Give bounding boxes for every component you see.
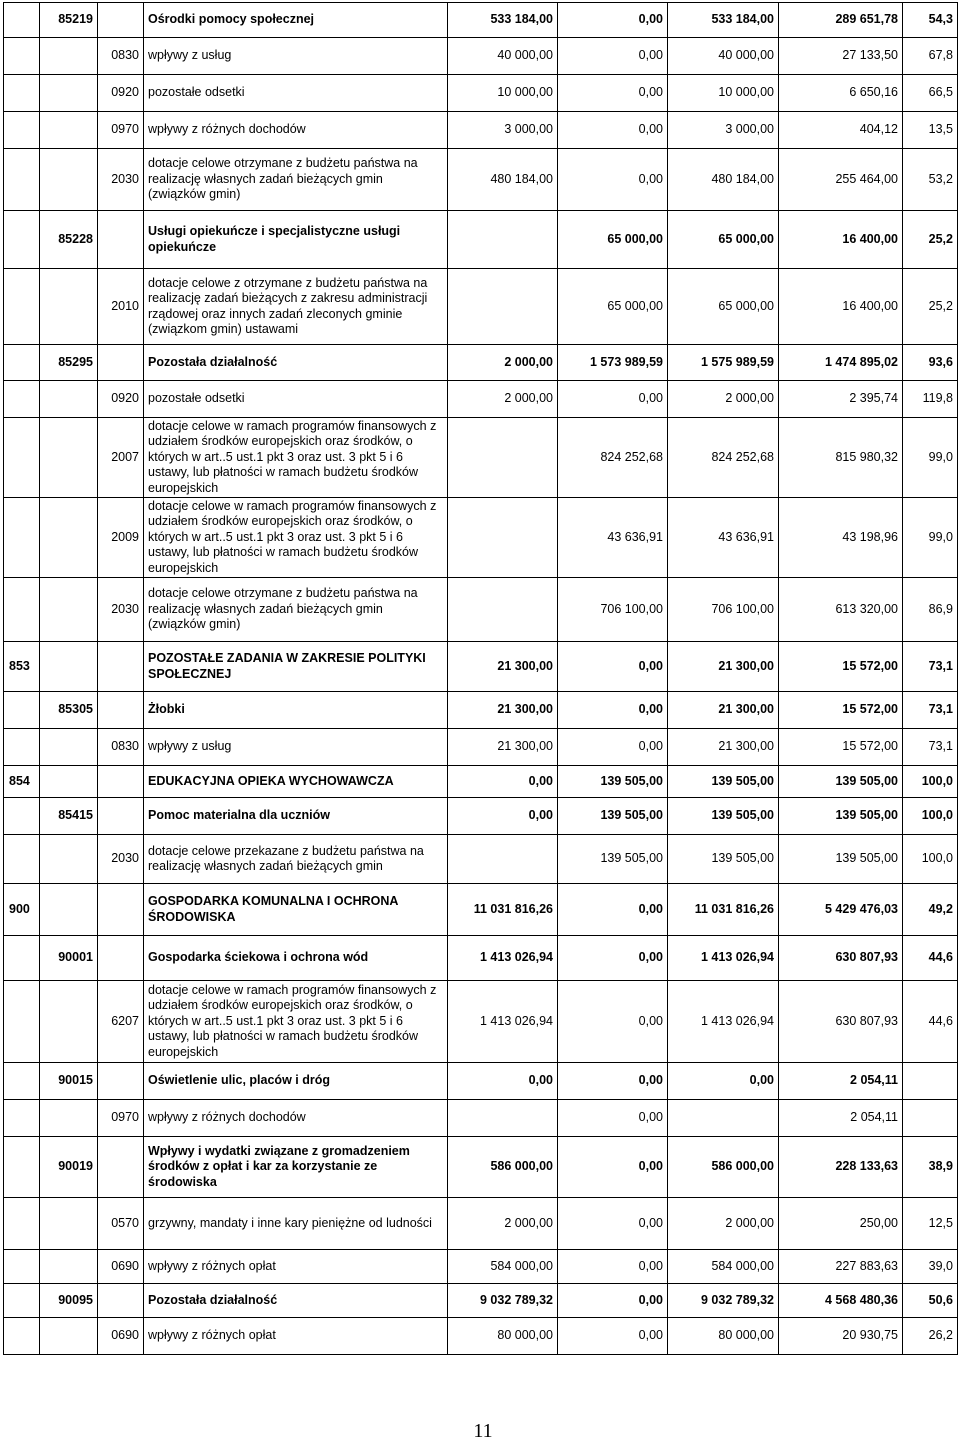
paragraf-cell: 0570 — [98, 1198, 144, 1250]
execution-value-cell: 250,00 — [779, 1198, 903, 1250]
changes-value-cell: 65 000,00 — [558, 211, 668, 269]
rozdzial-cell: 90095 — [40, 1284, 98, 1318]
percent-cell — [903, 1063, 958, 1100]
execution-value-cell: 2 054,11 — [779, 1100, 903, 1137]
plan-after-changes-cell: 10 000,00 — [668, 75, 779, 112]
changes-value-cell: 0,00 — [558, 1100, 668, 1137]
changes-value-cell: 0,00 — [558, 981, 668, 1063]
rozdzial-cell — [40, 578, 98, 642]
dzial-cell: 853 — [4, 642, 40, 692]
rozdzial-cell — [40, 149, 98, 211]
description-cell: Pomoc materialna dla uczniów — [144, 798, 448, 835]
changes-value-cell: 0,00 — [558, 1250, 668, 1284]
changes-value-cell: 0,00 — [558, 729, 668, 766]
plan-value-cell — [448, 578, 558, 642]
table-row-paragraf — [4, 1250, 958, 1284]
plan-value-cell: 11 031 816,26 — [448, 884, 558, 936]
paragraf-cell: 0920 — [98, 381, 144, 418]
plan-after-changes-cell: 80 000,00 — [668, 1318, 779, 1355]
rozdzial-cell: 85295 — [40, 345, 98, 381]
description-cell: EDUKACYJNA OPIEKA WYCHOWAWCZA — [144, 766, 448, 798]
changes-value-cell: 0,00 — [558, 884, 668, 936]
execution-value-cell: 15 572,00 — [779, 692, 903, 729]
rozdzial-cell — [40, 381, 98, 418]
execution-value-cell: 16 400,00 — [779, 211, 903, 269]
paragraf-cell — [98, 1063, 144, 1100]
paragraf-cell: 0970 — [98, 112, 144, 149]
changes-value-cell: 139 505,00 — [558, 835, 668, 884]
plan-after-changes-cell: 1 413 026,94 — [668, 936, 779, 981]
description-cell: Oświetlenie ulic, placów i dróg — [144, 1063, 448, 1100]
rozdzial-cell: 90001 — [40, 936, 98, 981]
table-row-paragraf — [4, 498, 958, 578]
description-cell: dotacje celowe w ramach programów finansowych z udziałem środków europejskich oraz środków, o których w art..5 ust.1 pkt 3 oraz ust. 3 pkt 5 i 6 ustawy, lub płatności w ramach budżetu środków europejskich — [144, 418, 448, 498]
changes-value-cell: 0,00 — [558, 149, 668, 211]
paragraf-cell — [98, 798, 144, 835]
rozdzial-cell — [40, 498, 98, 578]
plan-value-cell — [448, 498, 558, 578]
dzial-cell — [4, 149, 40, 211]
plan-after-changes-cell: 533 184,00 — [668, 3, 779, 38]
rozdzial-cell — [40, 1100, 98, 1137]
dzial-cell — [4, 1250, 40, 1284]
plan-after-changes-cell: 824 252,68 — [668, 418, 779, 498]
table-row-rozdzial — [4, 1063, 958, 1100]
changes-value-cell: 1 573 989,59 — [558, 345, 668, 381]
plan-after-changes-cell: 139 505,00 — [668, 766, 779, 798]
rozdzial-cell: 85305 — [40, 692, 98, 729]
percent-cell: 44,6 — [903, 981, 958, 1063]
dzial-cell — [4, 112, 40, 149]
paragraf-cell: 0970 — [98, 1100, 144, 1137]
description-cell: wpływy z usług — [144, 729, 448, 766]
description-cell: Żłobki — [144, 692, 448, 729]
table-row-paragraf — [4, 835, 958, 884]
plan-after-changes-cell: 1 413 026,94 — [668, 981, 779, 1063]
plan-value-cell: 9 032 789,32 — [448, 1284, 558, 1318]
table-row-paragraf — [4, 981, 958, 1063]
plan-value-cell: 40 000,00 — [448, 38, 558, 75]
paragraf-cell — [98, 345, 144, 381]
percent-cell: 26,2 — [903, 1318, 958, 1355]
dzial-cell — [4, 498, 40, 578]
percent-cell: 12,5 — [903, 1198, 958, 1250]
dzial-cell — [4, 1198, 40, 1250]
paragraf-cell — [98, 211, 144, 269]
dzial-cell: 900 — [4, 884, 40, 936]
execution-value-cell: 255 464,00 — [779, 149, 903, 211]
table-row-paragraf — [4, 269, 958, 345]
plan-value-cell: 2 000,00 — [448, 1198, 558, 1250]
paragraf-cell — [98, 692, 144, 729]
rozdzial-cell: 85228 — [40, 211, 98, 269]
description-cell: wpływy z usług — [144, 38, 448, 75]
execution-value-cell: 15 572,00 — [779, 642, 903, 692]
table-row-dzial — [4, 766, 958, 798]
dzial-cell — [4, 729, 40, 766]
description-cell: Ośrodki pomocy społecznej — [144, 3, 448, 38]
percent-cell: 49,2 — [903, 884, 958, 936]
plan-after-changes-cell: 2 000,00 — [668, 381, 779, 418]
percent-cell: 100,0 — [903, 798, 958, 835]
execution-value-cell: 2 395,74 — [779, 381, 903, 418]
execution-value-cell: 16 400,00 — [779, 269, 903, 345]
plan-after-changes-cell: 480 184,00 — [668, 149, 779, 211]
rozdzial-cell — [40, 981, 98, 1063]
description-cell: dotacje celowe w ramach programów finansowych z udziałem środków europejskich oraz środków, o których w art..5 ust.1 pkt 3 oraz ust. 3 pkt 5 i 6 ustawy, lub płatności w ramach budżetu środków europejskich — [144, 981, 448, 1063]
table-row-paragraf — [4, 578, 958, 642]
income-table — [3, 2, 958, 1355]
paragraf-cell: 6207 — [98, 981, 144, 1063]
execution-value-cell: 228 133,63 — [779, 1137, 903, 1198]
percent-cell: 73,1 — [903, 692, 958, 729]
percent-cell: 38,9 — [903, 1137, 958, 1198]
percent-cell: 66,5 — [903, 75, 958, 112]
changes-value-cell: 0,00 — [558, 112, 668, 149]
changes-value-cell: 0,00 — [558, 1318, 668, 1355]
percent-cell: 73,1 — [903, 729, 958, 766]
paragraf-cell — [98, 1137, 144, 1198]
dzial-cell — [4, 1100, 40, 1137]
paragraf-cell: 2030 — [98, 149, 144, 211]
plan-after-changes-cell: 40 000,00 — [668, 38, 779, 75]
rozdzial-cell — [40, 642, 98, 692]
dzial-cell — [4, 1318, 40, 1355]
plan-value-cell: 533 184,00 — [448, 3, 558, 38]
description-cell: dotacje celowe otrzymane z budżetu państwa na realizację własnych zadań bieżących gmin (związków gmin) — [144, 578, 448, 642]
percent-cell: 50,6 — [903, 1284, 958, 1318]
percent-cell: 25,2 — [903, 269, 958, 345]
description-cell: wpływy z różnych dochodów — [144, 1100, 448, 1137]
description-cell: dotacje celowe w ramach programów finansowych z udziałem środków europejskich oraz środków, o których w art..5 ust.1 pkt 3 oraz ust. 3 pkt 5 i 6 ustawy, lub płatności w ramach budżetu środków europejskich — [144, 498, 448, 578]
plan-after-changes-cell: 11 031 816,26 — [668, 884, 779, 936]
rozdzial-cell — [40, 38, 98, 75]
plan-value-cell: 2 000,00 — [448, 345, 558, 381]
changes-value-cell: 0,00 — [558, 1137, 668, 1198]
table-row-rozdzial — [4, 3, 958, 38]
dzial-cell — [4, 1137, 40, 1198]
paragraf-cell — [98, 642, 144, 692]
rozdzial-cell — [40, 418, 98, 498]
changes-value-cell: 0,00 — [558, 38, 668, 75]
plan-after-changes-cell: 21 300,00 — [668, 729, 779, 766]
paragraf-cell — [98, 936, 144, 981]
rozdzial-cell — [40, 75, 98, 112]
dzial-cell — [4, 269, 40, 345]
execution-value-cell: 5 429 476,03 — [779, 884, 903, 936]
plan-value-cell: 1 413 026,94 — [448, 936, 558, 981]
rozdzial-cell: 85415 — [40, 798, 98, 835]
plan-value-cell: 0,00 — [448, 798, 558, 835]
rozdzial-cell — [40, 1318, 98, 1355]
rozdzial-cell — [40, 112, 98, 149]
paragraf-cell: 0690 — [98, 1318, 144, 1355]
paragraf-cell: 0690 — [98, 1250, 144, 1284]
percent-cell — [903, 1100, 958, 1137]
table-row-rozdzial — [4, 798, 958, 835]
plan-value-cell: 0,00 — [448, 766, 558, 798]
plan-after-changes-cell: 65 000,00 — [668, 211, 779, 269]
paragraf-cell — [98, 1284, 144, 1318]
plan-after-changes-cell: 0,00 — [668, 1063, 779, 1100]
dzial-cell — [4, 418, 40, 498]
plan-after-changes-cell: 1 575 989,59 — [668, 345, 779, 381]
execution-value-cell: 139 505,00 — [779, 798, 903, 835]
description-cell: Pozostała działalność — [144, 1284, 448, 1318]
description-cell: GOSPODARKA KOMUNALNA I OCHRONA ŚRODOWISKA — [144, 884, 448, 936]
description-cell: Wpływy i wydatki związane z gromadzeniem środków z opłat i kar za korzystanie ze środowiska — [144, 1137, 448, 1198]
plan-after-changes-cell: 706 100,00 — [668, 578, 779, 642]
table-row-rozdzial — [4, 211, 958, 269]
dzial-cell — [4, 798, 40, 835]
paragraf-cell — [98, 766, 144, 798]
percent-cell: 93,6 — [903, 345, 958, 381]
table-row-paragraf — [4, 418, 958, 498]
paragraf-cell: 2007 — [98, 418, 144, 498]
description-cell: POZOSTAŁE ZADANIA W ZAKRESIE POLITYKI SPOŁECZNEJ — [144, 642, 448, 692]
changes-value-cell: 0,00 — [558, 3, 668, 38]
description-cell: dotacje celowe otrzymane z budżetu państwa na realizację własnych zadań bieżących gmin (związków gmin) — [144, 149, 448, 211]
changes-value-cell: 0,00 — [558, 642, 668, 692]
execution-value-cell: 139 505,00 — [779, 766, 903, 798]
dzial-cell — [4, 835, 40, 884]
dzial-cell: 854 — [4, 766, 40, 798]
percent-cell: 73,1 — [903, 642, 958, 692]
rozdzial-cell: 90015 — [40, 1063, 98, 1100]
plan-value-cell — [448, 269, 558, 345]
rozdzial-cell — [40, 884, 98, 936]
plan-after-changes-cell: 43 636,91 — [668, 498, 779, 578]
plan-value-cell — [448, 211, 558, 269]
execution-value-cell: 1 474 895,02 — [779, 345, 903, 381]
dzial-cell — [4, 578, 40, 642]
changes-value-cell: 0,00 — [558, 75, 668, 112]
table-row-paragraf — [4, 1100, 958, 1137]
paragraf-cell — [98, 3, 144, 38]
rozdzial-cell — [40, 1250, 98, 1284]
plan-value-cell: 80 000,00 — [448, 1318, 558, 1355]
changes-value-cell: 65 000,00 — [558, 269, 668, 345]
plan-value-cell: 1 413 026,94 — [448, 981, 558, 1063]
dzial-cell — [4, 345, 40, 381]
description-cell: Gospodarka ściekowa i ochrona wód — [144, 936, 448, 981]
changes-value-cell: 139 505,00 — [558, 798, 668, 835]
paragraf-cell: 2030 — [98, 835, 144, 884]
execution-value-cell: 27 133,50 — [779, 38, 903, 75]
table-body — [4, 3, 958, 1355]
plan-value-cell: 10 000,00 — [448, 75, 558, 112]
execution-value-cell: 815 980,32 — [779, 418, 903, 498]
description-cell: Usługi opiekuńcze i specjalistyczne usługi opiekuńcze — [144, 211, 448, 269]
description-cell: Pozostała działalność — [144, 345, 448, 381]
plan-after-changes-cell: 139 505,00 — [668, 835, 779, 884]
dzial-cell — [4, 692, 40, 729]
description-cell: pozostałe odsetki — [144, 381, 448, 418]
table-row-paragraf — [4, 729, 958, 766]
changes-value-cell: 0,00 — [558, 936, 668, 981]
execution-value-cell: 404,12 — [779, 112, 903, 149]
changes-value-cell: 0,00 — [558, 1198, 668, 1250]
table-row-paragraf — [4, 381, 958, 418]
plan-after-changes-cell — [668, 1100, 779, 1137]
budget-page — [3, 2, 957, 1442]
percent-cell: 119,8 — [903, 381, 958, 418]
changes-value-cell: 0,00 — [558, 1284, 668, 1318]
plan-value-cell: 480 184,00 — [448, 149, 558, 211]
plan-after-changes-cell: 3 000,00 — [668, 112, 779, 149]
execution-value-cell: 20 930,75 — [779, 1318, 903, 1355]
changes-value-cell: 0,00 — [558, 1063, 668, 1100]
rozdzial-cell — [40, 269, 98, 345]
dzial-cell — [4, 3, 40, 38]
changes-value-cell: 706 100,00 — [558, 578, 668, 642]
table-row-dzial — [4, 642, 958, 692]
percent-cell: 100,0 — [903, 835, 958, 884]
table-row-paragraf — [4, 75, 958, 112]
changes-value-cell: 139 505,00 — [558, 766, 668, 798]
percent-cell: 13,5 — [903, 112, 958, 149]
page-number: 11 — [473, 1420, 493, 1442]
paragraf-cell: 2030 — [98, 578, 144, 642]
percent-cell: 67,8 — [903, 38, 958, 75]
execution-value-cell: 630 807,93 — [779, 981, 903, 1063]
plan-after-changes-cell: 21 300,00 — [668, 692, 779, 729]
changes-value-cell: 824 252,68 — [558, 418, 668, 498]
rozdzial-cell: 90019 — [40, 1137, 98, 1198]
table-row-rozdzial — [4, 1284, 958, 1318]
table-row-paragraf — [4, 1198, 958, 1250]
paragraf-cell: 2009 — [98, 498, 144, 578]
execution-value-cell: 227 883,63 — [779, 1250, 903, 1284]
execution-value-cell: 139 505,00 — [779, 835, 903, 884]
plan-value-cell: 584 000,00 — [448, 1250, 558, 1284]
percent-cell: 53,2 — [903, 149, 958, 211]
rozdzial-cell — [40, 1198, 98, 1250]
dzial-cell — [4, 981, 40, 1063]
percent-cell: 54,3 — [903, 3, 958, 38]
plan-value-cell: 0,00 — [448, 1063, 558, 1100]
execution-value-cell: 43 198,96 — [779, 498, 903, 578]
description-cell: wpływy z różnych opłat — [144, 1250, 448, 1284]
plan-value-cell: 21 300,00 — [448, 729, 558, 766]
execution-value-cell: 2 054,11 — [779, 1063, 903, 1100]
dzial-cell — [4, 1284, 40, 1318]
percent-cell: 99,0 — [903, 418, 958, 498]
execution-value-cell: 289 651,78 — [779, 3, 903, 38]
dzial-cell — [4, 1063, 40, 1100]
rozdzial-cell — [40, 729, 98, 766]
percent-cell: 39,0 — [903, 1250, 958, 1284]
plan-after-changes-cell: 2 000,00 — [668, 1198, 779, 1250]
table-row-paragraf — [4, 1318, 958, 1355]
execution-value-cell: 6 650,16 — [779, 75, 903, 112]
plan-after-changes-cell: 21 300,00 — [668, 642, 779, 692]
table-row-paragraf — [4, 38, 958, 75]
changes-value-cell: 43 636,91 — [558, 498, 668, 578]
dzial-cell — [4, 936, 40, 981]
table-row-rozdzial — [4, 936, 958, 981]
paragraf-cell: 0830 — [98, 38, 144, 75]
rozdzial-cell — [40, 835, 98, 884]
dzial-cell — [4, 211, 40, 269]
execution-value-cell: 15 572,00 — [779, 729, 903, 766]
description-cell: dotacje celowe z otrzymane z budżetu państwa na realizację zadań bieżących z zakresu administracji rządowej oraz innych zadań zleconych gminie (związkom gmin) ustawami — [144, 269, 448, 345]
table-row-rozdzial — [4, 345, 958, 381]
plan-after-changes-cell: 65 000,00 — [668, 269, 779, 345]
plan-value-cell — [448, 418, 558, 498]
percent-cell: 100,0 — [903, 766, 958, 798]
changes-value-cell: 0,00 — [558, 381, 668, 418]
plan-value-cell — [448, 835, 558, 884]
execution-value-cell: 630 807,93 — [779, 936, 903, 981]
description-cell: wpływy z różnych dochodów — [144, 112, 448, 149]
paragraf-cell — [98, 884, 144, 936]
plan-after-changes-cell: 586 000,00 — [668, 1137, 779, 1198]
table-row-dzial — [4, 884, 958, 936]
percent-cell: 99,0 — [903, 498, 958, 578]
table-row-rozdzial — [4, 692, 958, 729]
plan-after-changes-cell: 139 505,00 — [668, 798, 779, 835]
plan-value-cell: 21 300,00 — [448, 692, 558, 729]
rozdzial-cell — [40, 766, 98, 798]
rozdzial-cell: 85219 — [40, 3, 98, 38]
dzial-cell — [4, 38, 40, 75]
description-cell: dotacje celowe przekazane z budżetu państwa na realizację własnych zadań bieżących gmin — [144, 835, 448, 884]
percent-cell: 86,9 — [903, 578, 958, 642]
plan-value-cell: 21 300,00 — [448, 642, 558, 692]
execution-value-cell: 4 568 480,36 — [779, 1284, 903, 1318]
changes-value-cell: 0,00 — [558, 692, 668, 729]
paragraf-cell: 2010 — [98, 269, 144, 345]
execution-value-cell: 613 320,00 — [779, 578, 903, 642]
percent-cell: 44,6 — [903, 936, 958, 981]
plan-value-cell: 3 000,00 — [448, 112, 558, 149]
description-cell: wpływy z różnych opłat — [144, 1318, 448, 1355]
paragraf-cell: 0830 — [98, 729, 144, 766]
dzial-cell — [4, 381, 40, 418]
plan-value-cell: 586 000,00 — [448, 1137, 558, 1198]
description-cell: pozostałe odsetki — [144, 75, 448, 112]
plan-value-cell: 2 000,00 — [448, 381, 558, 418]
percent-cell: 25,2 — [903, 211, 958, 269]
table-row-paragraf — [4, 112, 958, 149]
table-row-paragraf — [4, 149, 958, 211]
table-row-rozdzial — [4, 1137, 958, 1198]
paragraf-cell: 0920 — [98, 75, 144, 112]
plan-after-changes-cell: 9 032 789,32 — [668, 1284, 779, 1318]
dzial-cell — [4, 75, 40, 112]
plan-after-changes-cell: 584 000,00 — [668, 1250, 779, 1284]
description-cell: grzywny, mandaty i inne kary pieniężne od ludności — [144, 1198, 448, 1250]
plan-value-cell — [448, 1100, 558, 1137]
